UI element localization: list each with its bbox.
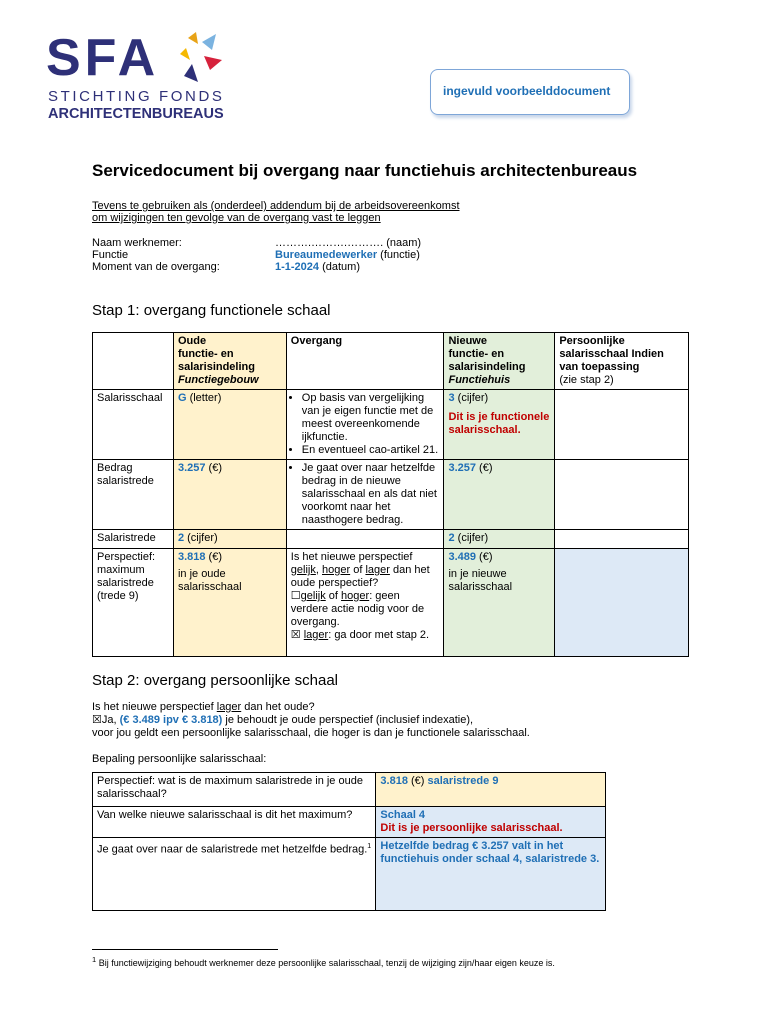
- checkbox-unchecked-icon: ☐: [290, 590, 301, 602]
- logo-line-1: STICHTING FONDS: [48, 88, 225, 105]
- moment-suffix: (datum): [319, 261, 361, 273]
- step2-answer: ☒Ja, (€ 3.489 ipv € 3.818) je behoudt je oude perspectief (inclusief indexatie),: [92, 714, 474, 726]
- row-bedrag: [93, 460, 689, 530]
- moment-value: 1-1-2024: [275, 261, 320, 273]
- sfa-logo: [46, 30, 246, 125]
- header-overgang: Overgang: [286, 333, 444, 390]
- step2-table: [92, 772, 606, 911]
- row-perspectief: [93, 549, 689, 657]
- step2-value: Schaal 4 Dit is je persoonlijke salarisschaal.: [376, 807, 606, 838]
- oude-cell: G (letter): [173, 390, 286, 460]
- row-label: Salarisschaal: [93, 390, 174, 460]
- row-salaristrede: [93, 530, 689, 549]
- naam-label: Naam werknemer:: [92, 237, 182, 249]
- example-badge: [430, 69, 630, 115]
- moment-label: Moment van de overgang:: [92, 261, 220, 273]
- oude-cell: 3.257 (€): [173, 460, 286, 530]
- naam-value: ……….……….………. (naam): [275, 237, 422, 249]
- header-nieuwe: Nieuwe functie- en salarisindeling Functiehuis: [444, 333, 555, 390]
- step1-heading: Stap 1: overgang functionele schaal: [92, 302, 331, 319]
- oude-cell: 2 (cijfer): [173, 530, 286, 549]
- step2-row-trede: [93, 838, 606, 911]
- row-salarisschaal: [93, 390, 689, 460]
- badge-label: ingevuld voorbeelddocument: [443, 84, 611, 98]
- bepaling-label: Bepaling persoonlijke salarisschaal:: [92, 753, 267, 765]
- moment-line: [275, 261, 360, 274]
- nieuwe-cell: 3.489 (€) in je nieuwe salarisschaal: [444, 549, 555, 657]
- document-title: Servicedocument bij overgang naar functiehuis architectenbureaus: [92, 161, 638, 180]
- persoonlijk-cell: [555, 549, 689, 657]
- footnote: $^1$ Bij functiewijziging behoudt werknemer deze persoonlijke salarisschaal, tenzij de wijziging zijn/haar eigen keuze is.: [92, 955, 555, 968]
- checkbox-checked-icon: ☒: [290, 629, 301, 641]
- step2-label: Je gaat over naar de salaristrede met hetzelfde bedrag.$^1$: [93, 838, 376, 911]
- oude-cell: 3.818 (€) in je oude salarisschaal: [173, 549, 286, 657]
- step2-value: Hetzelfde bedrag € 3.257 valt in het functiehuis onder schaal 4, salaristrede 3.: [376, 838, 606, 911]
- step2-value: 3.818 (€) salaristrede 9: [376, 773, 606, 807]
- logo-pinwheel-icon: [166, 30, 226, 86]
- step2-answer-line2: voor jou geldt een persoonlijke salarisschaal, die hoger is dan je functionele salarisschaal.: [92, 727, 530, 739]
- functie-value: Bureaumedewerker: [275, 249, 378, 261]
- nieuwe-cell: 2 (cijfer): [444, 530, 555, 549]
- logo-line-2: ARCHITECTENBUREAUS: [48, 106, 224, 122]
- overgang-cell: Is het nieuwe perspectief gelijk, hoger of lager dan het oude perspectief? ☐gelijk of hoger: geen verdere actie nodig voor de overgang. ☒ lager: ga door met stap 2.: [286, 549, 444, 657]
- functie-label: Functie: [92, 249, 129, 261]
- step1-table: [92, 332, 689, 657]
- overgang-cell: [286, 530, 444, 549]
- functie-suffix: (functie): [377, 249, 420, 261]
- subtitle-line-2: om wijzigingen ten gevolge van de overgang vast te leggen: [92, 212, 381, 224]
- nieuwe-cell: 3 (cijfer) Dit is je functionele salarisschaal.: [444, 390, 555, 460]
- header-persoonlijk: Persoonlijke salarisschaal Indien van toepassing (zie stap 2): [555, 333, 689, 390]
- step2-label: Van welke nieuwe salarisschaal is dit het maximum?: [93, 807, 376, 838]
- persoonlijk-cell: [555, 530, 689, 549]
- checkbox-checked-icon: ☒: [92, 714, 102, 726]
- overgang-cell: • Op basis van vergelijking van je eigen functie met de meest overeenkomende ijkfunctie. • En eventueel cao-artikel 21.: [286, 390, 444, 460]
- persoonlijk-cell: [555, 460, 689, 530]
- step2-heading: Stap 2: overgang persoonlijke schaal: [92, 672, 338, 689]
- persoonlijk-cell: [555, 390, 689, 460]
- nieuwe-cell: 3.257 (€): [444, 460, 555, 530]
- header-oude: Oude functie- en salarisindeling Functiegebouw: [173, 333, 286, 390]
- step1-header-row: [93, 333, 689, 390]
- row-label: Salaristrede: [93, 530, 174, 549]
- header-empty: [93, 333, 174, 390]
- logo-letters: SFA: [46, 29, 160, 87]
- step2-label: Perspectief: wat is de maximum salaristrede in je oude salarisschaal?: [93, 773, 376, 807]
- overgang-cell: • Je gaat over naar hetzelfde bedrag in de nieuwe salarisschaal en als dat niet voorkomt naar het naasthogere bedrag.: [286, 460, 444, 530]
- row-label: Perspectief: maximum salaristrede (trede 9): [93, 549, 174, 657]
- subtitle-line-1: Tevens te gebruiken als (onderdeel) addendum bij de arbeidsovereenkomst: [92, 200, 460, 212]
- step2-row-schaal: [93, 807, 606, 838]
- step2-row-perspectief: [93, 773, 606, 807]
- row-label: Bedrag salaristrede: [93, 460, 174, 530]
- footnote-divider: [92, 949, 278, 950]
- step2-question: Is het nieuwe perspectief lager dan het oude?: [92, 701, 315, 713]
